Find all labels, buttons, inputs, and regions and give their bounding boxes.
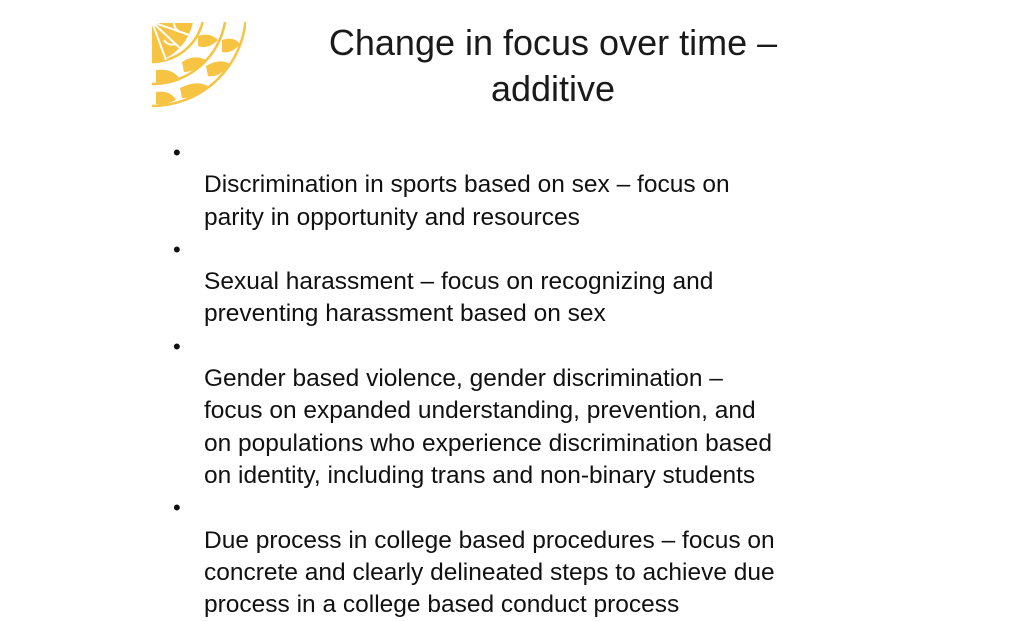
sunburst-logo-icon xyxy=(152,22,246,114)
bullet-icon: • xyxy=(173,236,181,262)
bullet-icon: • xyxy=(173,495,181,521)
slide-title-line-1: Change in focus over time – xyxy=(328,22,778,63)
bullet-item xyxy=(170,492,870,621)
bullet-text: Due process in college based procedures – focus on concrete and clearly delineated steps to achieve due process in a college based conduct process xyxy=(204,526,775,619)
bullet-text: Sexual harassment – focus on recognizing and preventing harassment based on sex xyxy=(204,268,714,328)
bullet-text: Discrimination in sports based on sex – focus on parity in opportunity and resources xyxy=(204,171,730,231)
bullet-list xyxy=(170,137,870,621)
bullet-icon: • xyxy=(173,333,181,359)
bullet-item xyxy=(170,137,870,234)
bullet-text: Gender based violence, gender discrimination – focus on expanded understanding, prevention, and on populations who experience discrimination based on identity, including trans and non-binary students xyxy=(204,365,772,489)
bullet-icon: • xyxy=(173,140,181,165)
bullet-item xyxy=(170,234,870,331)
slide-title xyxy=(280,20,826,112)
slide-title-line-2: additive xyxy=(490,68,616,109)
bullet-item xyxy=(170,331,870,492)
